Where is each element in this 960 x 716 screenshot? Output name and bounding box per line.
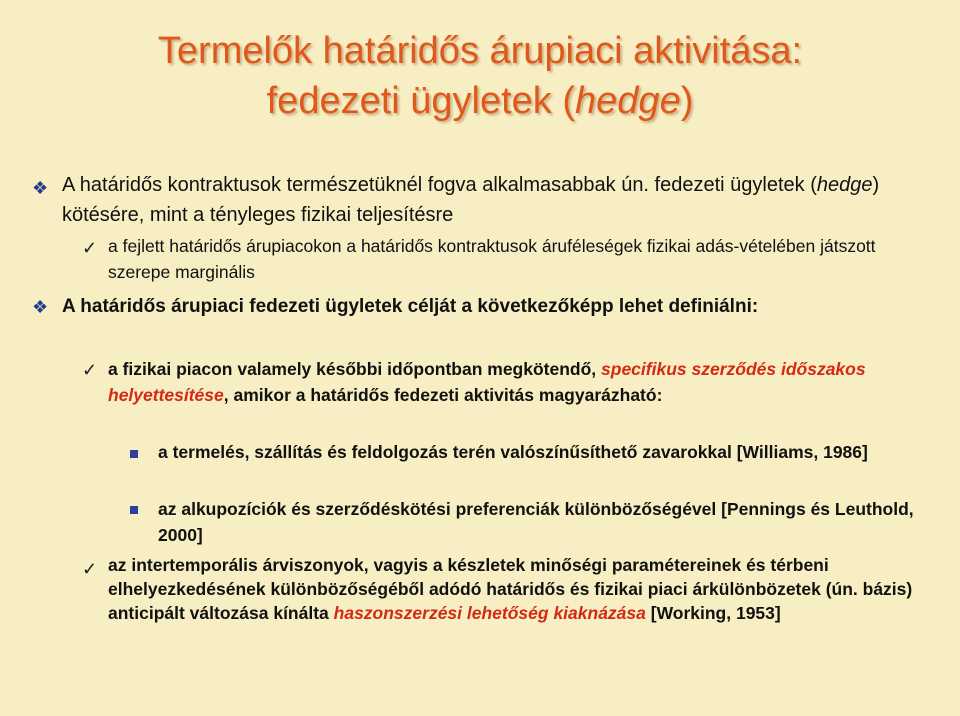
bullet-2-sub-1-highlight: specifikus szerződés időszakos helyettesítése: [108, 359, 866, 405]
checkmark-icon: ✓: [82, 559, 98, 579]
bullet-1-text-end: ) kötésére, mint a tényleges fizikai teljesítésre: [62, 174, 880, 226]
title-line-2-text: fedezeti ügyletek (: [266, 80, 576, 122]
bullet-2-sub-1-item-1: a termelés, szállítás és feldolgozás terén valószínűsíthető zavarokkal [Williams, 1986]: [158, 442, 868, 462]
bullet-1-text: A határidős kontraktusok természetüknél fogva alkalmasabbak ún. fedezeti ügyletek (: [62, 174, 817, 196]
square-bullet-icon: [130, 450, 138, 458]
bullet-2-sub-1-text: a fizikai piacon valamely későbbi időpontban megkötendő,: [108, 359, 602, 379]
bullet-2-sub-2: [108, 553, 923, 625]
bullet-1-italic: hedge: [816, 174, 873, 196]
bullet-2-sub-1-text-end: , amikor a határidős fedezeti aktivitás magyarázható:: [223, 385, 663, 405]
title-line-1: Termelők határidős árupiaci aktivitása:: [157, 30, 803, 72]
diamond-bullet-icon: ❖: [32, 297, 49, 317]
bullet-2-sub-2-text-end: [Working, 1953]: [645, 603, 781, 623]
bullet-1: [62, 170, 942, 230]
bullet-2-sub-2-highlight: haszonszerzési lehetőség kiaknázása: [333, 603, 646, 623]
checkmark-icon: ✓: [82, 360, 98, 380]
bullet-2-sub-2-text: az intertemporális árviszonyok, vagyis a készletek minőségi paramétereinek és térbeni elhelyezkedésének különbözőségéből adódó határidős és fizikai piaci árkülönbözetek (ún. bázis) anticipált változása kínálta: [108, 555, 913, 623]
diamond-bullet-icon: ❖: [32, 178, 49, 198]
bullet-2-sub-1-item-2: az alkupozíciók és szerződéskötési preferenciák különbözőségével [Pennings és Leuthold, 2000]: [158, 499, 914, 545]
bullet-1-sub-1: a fejlett határidős árupiacokon a határidős kontraktusok áruféleségek fizikai adás-vételében játszott szerepe marginális: [108, 236, 876, 282]
checkmark-icon: ✓: [82, 238, 98, 258]
square-bullet-icon: [130, 506, 138, 514]
title-line-2-end: ): [680, 80, 694, 122]
title-line-2-italic: hedge: [575, 80, 681, 122]
bullet-2-sub-1: [108, 356, 898, 408]
bullet-2: A határidős árupiaci fedezeti ügyletek célját a következőképp lehet definiálni:: [62, 296, 759, 317]
slide-title: [0, 26, 960, 126]
title-line-2: [0, 76, 960, 126]
